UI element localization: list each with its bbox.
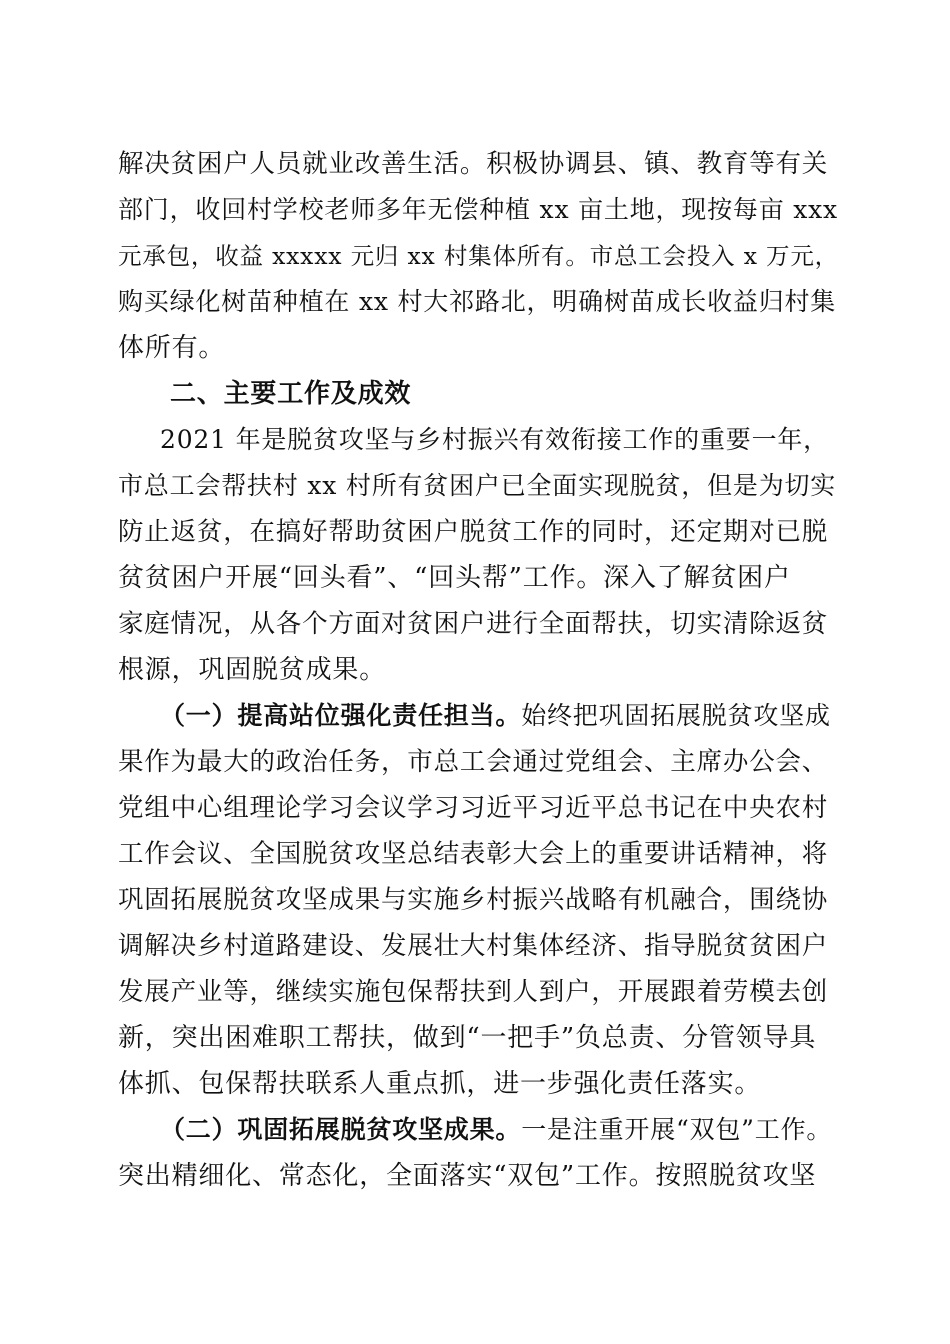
body-text-line: 元承包，收益 xxxxx 元归 xx 村集体所有。市总工会投入 x 万元， bbox=[118, 242, 839, 270]
body-text-line: 体所有。 bbox=[118, 333, 226, 363]
body-text-line: 突出精细化、常态化，全面落实“双包”工作。按照脱贫攻坚 bbox=[118, 1161, 817, 1191]
subsection-line bbox=[160, 1112, 832, 1148]
body-text-line: 2021 年是脱贫攻坚与乡村振兴有效衔接工作的重要一年， bbox=[160, 425, 829, 454]
body-text-line: 发展产业等，继续实施包保帮扶到人到户，开展跟着劳模去创 bbox=[118, 977, 829, 1007]
body-text-line: 防止返贫，在搞好帮助贫困户脱贫工作的同时，还定期对已脱 bbox=[118, 517, 829, 547]
body-text-line: 调解决乡村道路建设、发展壮大村集体经济、指导脱贫贫困户 bbox=[118, 931, 829, 961]
subsection-line bbox=[160, 698, 831, 734]
body-text-line: 市总工会帮扶村 xx 村所有贫困户已全面实现脱贫，但是为切实 bbox=[118, 471, 837, 500]
body-text-run: 一是注重开展“双包”工作。 bbox=[521, 1115, 833, 1144]
section-heading: 二、主要工作及成效 bbox=[170, 379, 412, 409]
body-text-line: 购买绿化树苗种植在 xx 村大祁路北，明确树苗成长收益归村集 bbox=[118, 287, 837, 316]
body-text-run: 始终把巩固拓展脱贫攻坚成 bbox=[521, 701, 831, 730]
subsection-heading: （一）提高站位强化责任担当。 bbox=[160, 701, 522, 730]
body-text-line: 新，突出困难职工帮扶，做到“一把手”负总责、分管领导具 bbox=[118, 1023, 817, 1053]
body-text-line: 部门，收回村学校老师多年无偿种植 xx 亩土地，现按每亩 xxx bbox=[118, 195, 838, 224]
body-text-line: 果作为最大的政治任务，市总工会通过党组会、主席办公会、 bbox=[118, 747, 829, 777]
body-text-line: 解决贫困户人员就业改善生活。积极协调县、镇、教育等有关 bbox=[118, 149, 829, 179]
body-text-line: 根源，巩固脱贫成果。 bbox=[118, 655, 387, 685]
body-text-line: 党组中心组理论学习会议学习习近平习近平总书记在中央农村 bbox=[118, 793, 829, 823]
subsection-heading: （二）巩固拓展脱贫攻坚成果。 bbox=[160, 1115, 522, 1144]
body-text-line: 工作会议、全国脱贫攻坚总结表彰大会上的重要讲话精神，将 bbox=[118, 839, 829, 869]
body-text-line: 家庭情况，从各个方面对贫困户进行全面帮扶，切实清除返贫 bbox=[118, 609, 829, 639]
body-text-line: 巩固拓展脱贫攻坚成果与实施乡村振兴战略有机融合，围绕协 bbox=[118, 885, 829, 915]
body-text-line: 贫贫困户开展“回头看”、“回头帮”工作。深入了解贫困户 bbox=[118, 563, 791, 593]
body-text-line: 体抓、包保帮扶联系人重点抓，进一步强化责任落实。 bbox=[118, 1069, 762, 1099]
